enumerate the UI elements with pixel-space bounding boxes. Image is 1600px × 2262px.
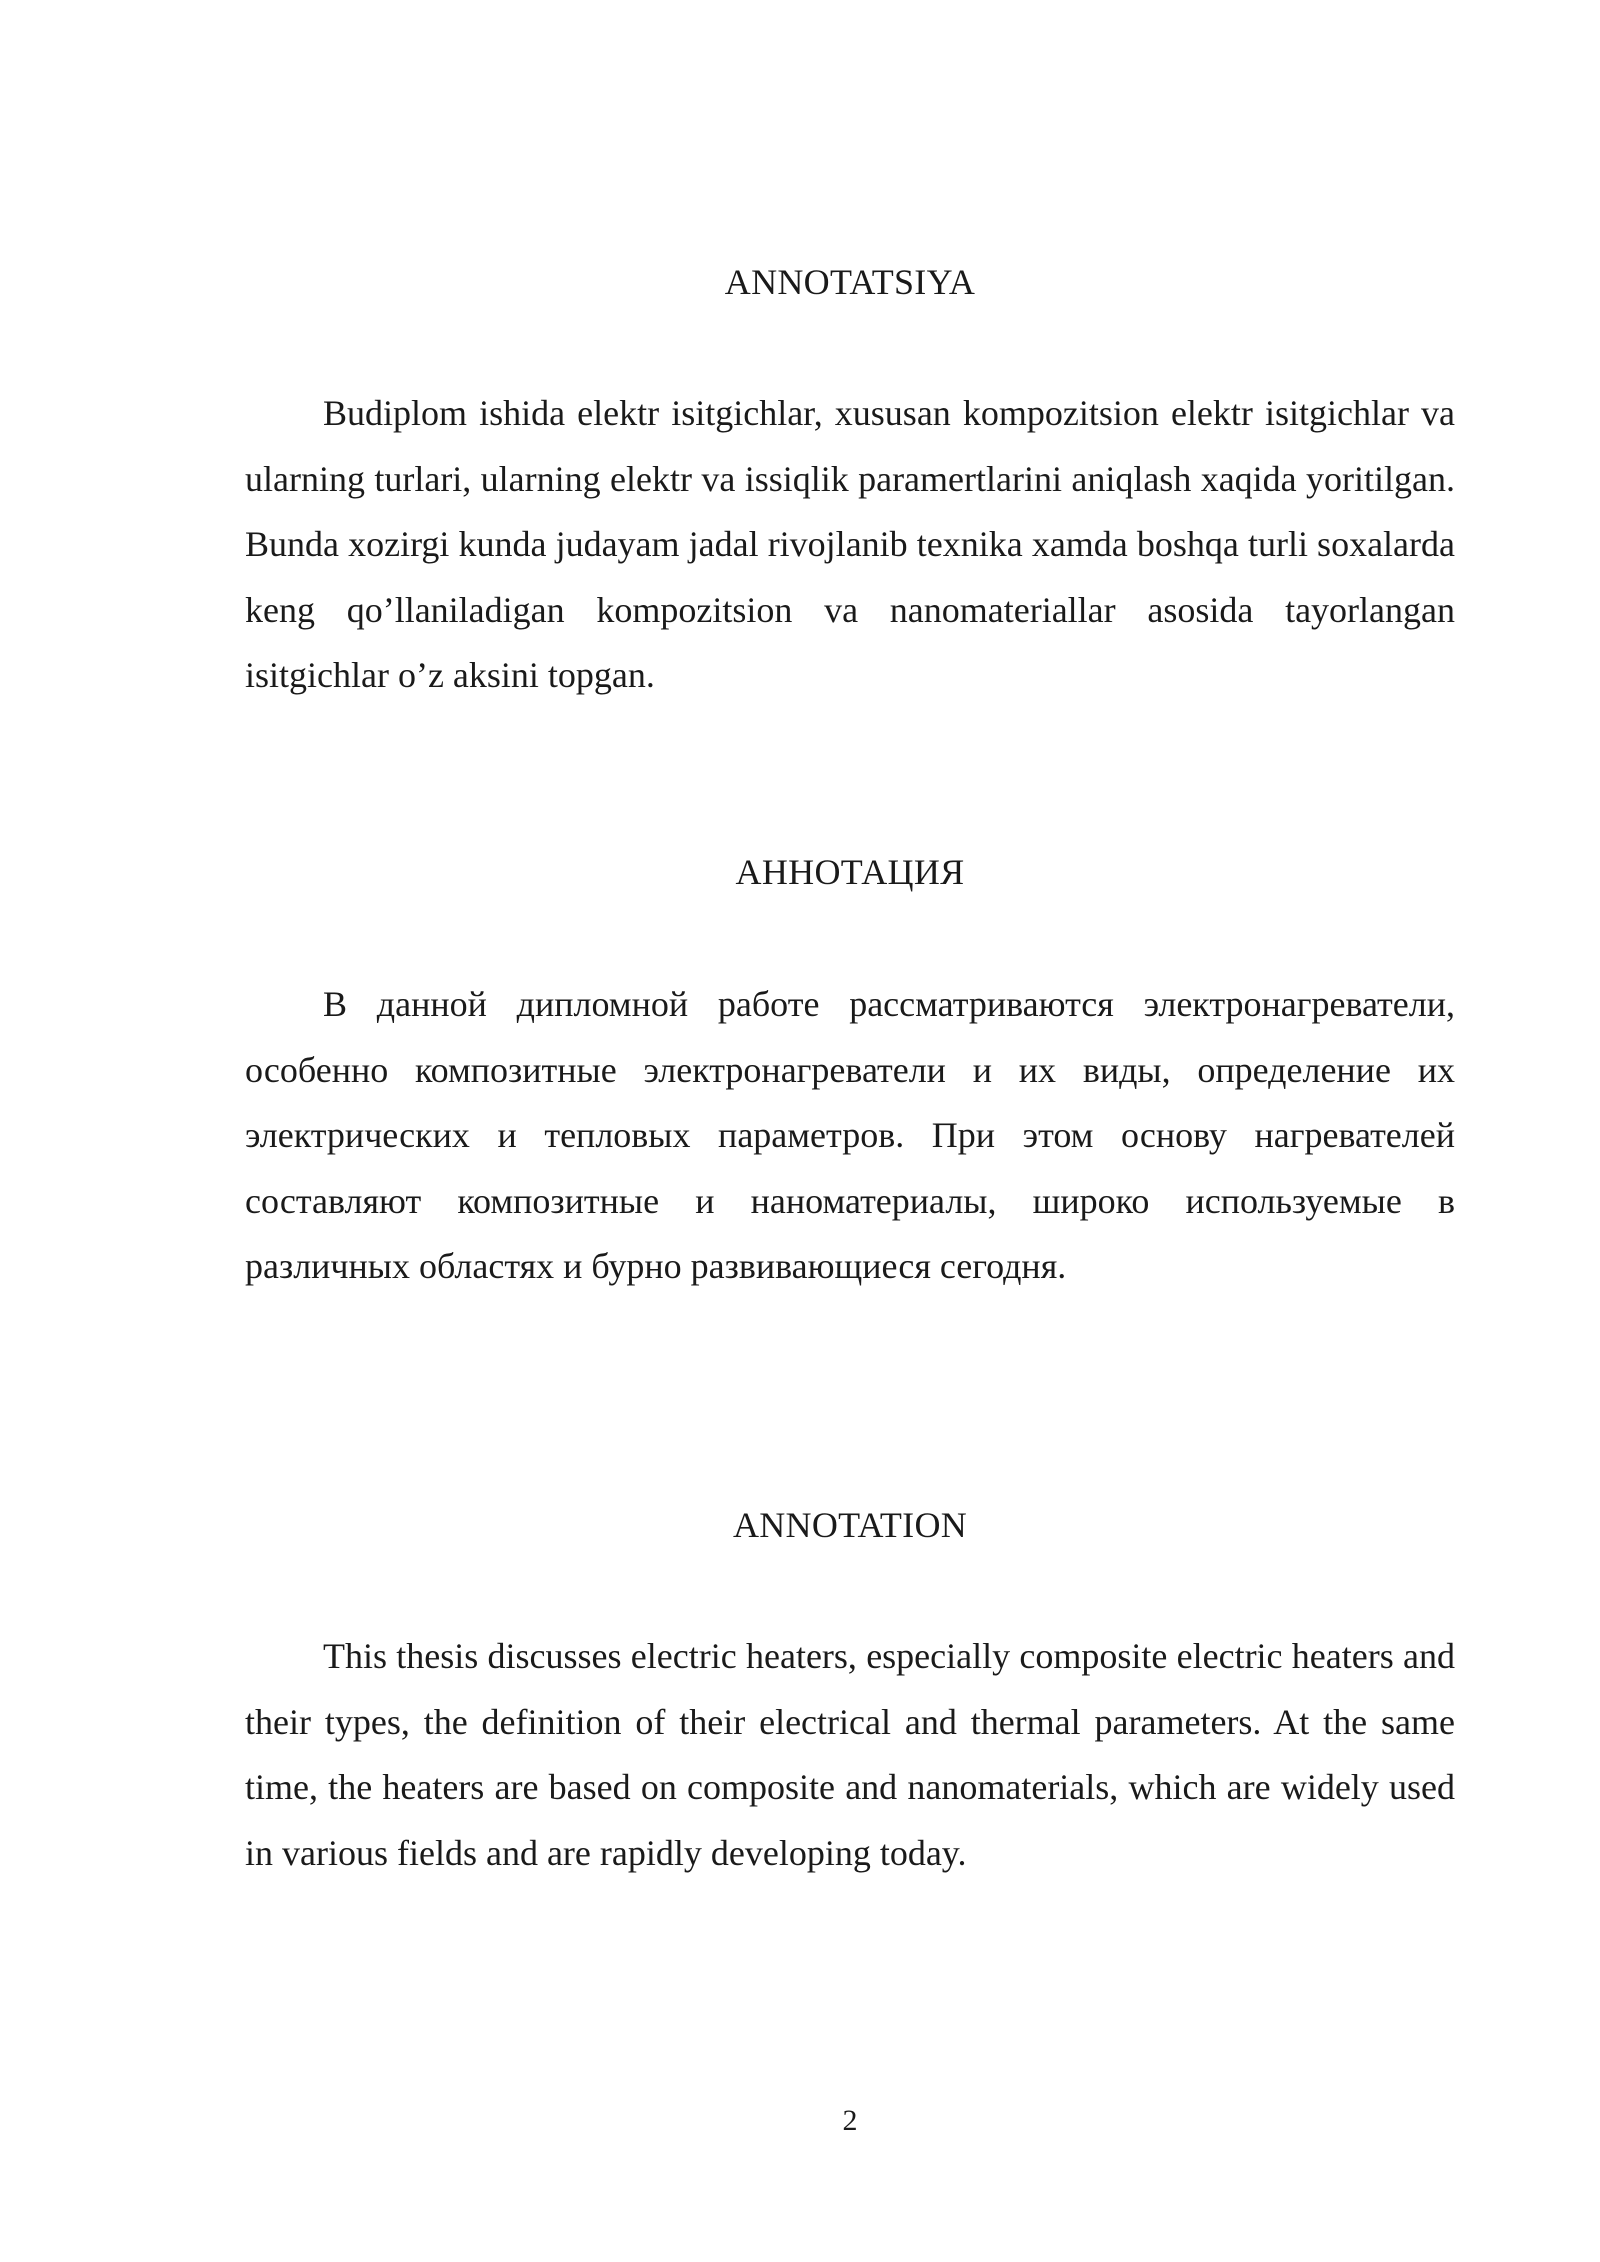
page-number: 2	[842, 2104, 858, 2137]
heading-english-annotation: ANNOTATION	[732, 1505, 968, 1545]
paragraph-russian-annotation: В данной дипломной работе рассматриваются электронагреватели, особенно композитные электронагреватели и их виды, определение их электрических и тепловых параметров. При этом основу нагревателей составляют композитные и наноматериалы, широко используемые в различных областях и бурно развивающиеся сегодня.	[245, 984, 1455, 1286]
heading-uzbek-annotation: ANNOTATSIYA	[724, 262, 976, 302]
heading-russian-annotation: АННОТАЦИЯ	[735, 852, 965, 892]
paragraph-uzbek-annotation: Budiplom ishida elektr isitgichlar, xususan kompozitsion elektr isitgichlar va ularning turlari, ularning elektr va issiqlik paramertlarini aniqlash xaqida yoritilgan. Bunda xozirgi kunda judayam jadal rivojlanib texnika xamda boshqa turli soxalarda keng qo’llaniladigan kompozitsion va nanomateriallar asosida tayorlangan isitgichlar o’z aksini topgan.	[245, 393, 1455, 695]
paragraph-english-annotation: This thesis discusses electric heaters, especially composite electric heaters and their types, the definition of their electrical and thermal parameters. At the same time, the heaters are based on composite and nanomaterials, which are widely used in various fields and are rapidly developing today.	[245, 1636, 1455, 1873]
